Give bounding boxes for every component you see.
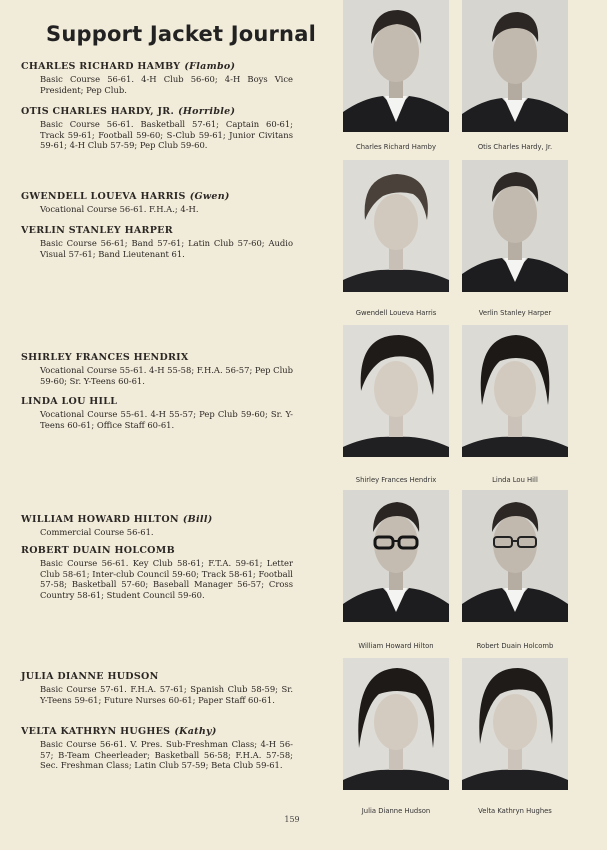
student-entry-holcomb bbox=[21, 545, 293, 600]
photo-caption: Shirley Frances Hendrix bbox=[355, 476, 437, 484]
photo-caption: Verlin Stanley Harper bbox=[478, 309, 552, 317]
portrait-photo-hilton bbox=[343, 490, 449, 622]
photo-caption: Julia Dianne Hudson bbox=[361, 807, 431, 815]
portrait-photo-hendrix bbox=[343, 325, 449, 457]
student-activities: Vocational Course 55-61. 4-H 55-57; Pep Club 59-60; Sr. Y-Teens 60-61; Office Staff 60-61. bbox=[40, 409, 293, 430]
student-name: VELTA KATHRYN HUGHES bbox=[21, 726, 171, 737]
portrait-photo-hamby bbox=[343, 0, 449, 132]
photo-caption: Velta Kathryn Hughes bbox=[478, 807, 552, 815]
student-name: OTIS CHARLES HARDY, JR. bbox=[21, 106, 175, 117]
student-activities: Basic Course 56-61. 4-H Club 56-60; 4-H Boys Vice President; Pep Club. bbox=[40, 74, 293, 95]
photo-caption: Otis Charles Hardy, Jr. bbox=[477, 143, 553, 151]
student-activities: Basic Course 56-61; Band 57-61; Latin Club 57-60; Audio Visual 57-61; Band Lieutenant 61. bbox=[40, 238, 293, 259]
student-name: VERLIN STANLEY HARPER bbox=[21, 225, 173, 236]
student-activities: Vocational Course 56-61. F.H.A.; 4-H. bbox=[40, 204, 199, 214]
student-entry-hardy bbox=[21, 106, 293, 151]
portrait-photo-hill bbox=[462, 325, 568, 457]
student-entry-hamby bbox=[21, 61, 293, 95]
student-entry-hendrix bbox=[21, 352, 293, 386]
student-entry-hughes bbox=[21, 726, 293, 771]
student-entry-hill bbox=[21, 396, 293, 430]
photo-caption: Charles Richard Hamby bbox=[356, 143, 436, 151]
student-entry-hudson bbox=[21, 671, 293, 705]
photo-caption: Gwendell Loueva Harris bbox=[355, 309, 437, 317]
student-name: LINDA LOU HILL bbox=[21, 396, 118, 407]
student-nickname: (Horrible) bbox=[178, 106, 236, 117]
portrait-photo-harris bbox=[343, 160, 449, 292]
student-name: SHIRLEY FRANCES HENDRIX bbox=[21, 352, 189, 363]
portrait-photo-harper bbox=[462, 160, 568, 292]
student-name: WILLIAM HOWARD HILTON bbox=[21, 514, 179, 525]
student-nickname: (Kathy) bbox=[174, 726, 217, 737]
photo-caption: Robert Duain Holcomb bbox=[476, 642, 554, 650]
student-nickname: (Flambo) bbox=[184, 61, 236, 72]
student-activities: Vocational Course 55-61. 4-H 55-58; F.H.A. 56-57; Pep Club 59-60; Sr. Y-Teens 60-61. bbox=[40, 365, 294, 386]
portrait-photo-hughes bbox=[462, 658, 568, 790]
student-nickname: (Bill) bbox=[182, 514, 213, 525]
student-activities: Basic Course 57-61. F.H.A. 57-61; Spanish Club 58-59; Sr. Y-Teens 59-61; Future Nurses 60-61; Paper Staff 60-61. bbox=[40, 684, 293, 705]
student-name: ROBERT DUAIN HOLCOMB bbox=[21, 545, 175, 556]
page-title: Support Jacket Journal bbox=[46, 22, 316, 46]
student-activities: Basic Course 56-61. Basketball 57-61; Captain 60-61; Track 59-61; Football 59-60; S-Club 59-61; Junior Civitans 59-61; 4-H Club 57-59; Pep Club 59-60. bbox=[40, 119, 293, 151]
portrait-photo-hardy bbox=[462, 0, 568, 132]
student-activities: Basic Course 56-61. Key Club 58-61; F.T.A. 59-61; Letter Club 58-61; Inter-club Council 59-60; Track 58-61; Football 57-58; Basketball 57-60; Baseball Manager 56-57; Cross Country 58-61; Student Council 59-60. bbox=[40, 558, 293, 600]
student-entry-hilton bbox=[21, 514, 293, 538]
student-name: GWENDELL LOUEVA HARRIS bbox=[21, 191, 186, 202]
student-name: CHARLES RICHARD HAMBY bbox=[21, 61, 181, 72]
student-nickname: (Gwen) bbox=[189, 191, 230, 202]
photo-caption: Linda Lou Hill bbox=[492, 476, 538, 484]
student-name: JULIA DIANNE HUDSON bbox=[21, 671, 159, 682]
student-entry-harris bbox=[21, 191, 293, 215]
portrait-photo-hudson bbox=[343, 658, 449, 790]
portrait-photo-holcomb bbox=[462, 490, 568, 622]
photo-caption: William Howard Hilton bbox=[358, 642, 434, 650]
student-entry-harper bbox=[21, 225, 293, 259]
student-activities: Basic Course 56-61. V. Pres. Sub-Freshman Class; 4-H 56-57; B-Team Cheerleader; Basketball 56-58; F.H.A. 57-58; Sec. Freshman Class; Latin Club 57-59; Beta Club 59-61. bbox=[40, 739, 293, 771]
student-activities: Commercial Course 56-61. bbox=[40, 527, 154, 537]
page-number: 159 bbox=[284, 815, 300, 824]
